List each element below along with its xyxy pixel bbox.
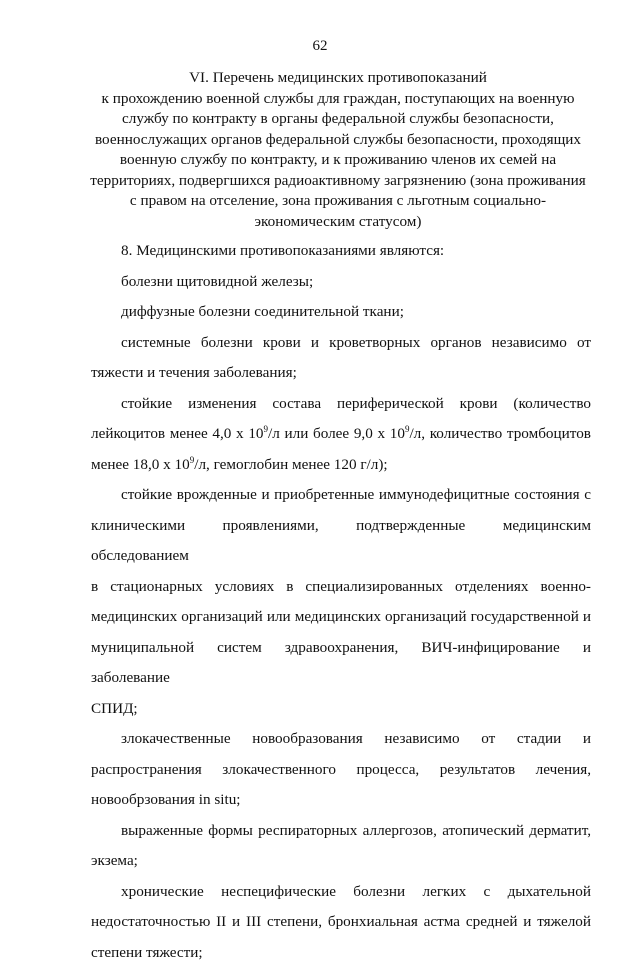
document-body [91, 236, 591, 968]
paragraph-lung: хронические неспецифические болезни легких с дыхательной недостаточностью II и III степени, бронхиальная астма средней и тяжелой степени тяжести; [91, 877, 591, 968]
paragraph-blood: системные болезни крови и кроветворных органов независимо от тяжести и течения заболевания; [91, 328, 591, 389]
heading-line: экономическим статусом) [88, 212, 588, 233]
heading-line: службу по контракту в органы федеральной службы безопасности, [88, 109, 588, 130]
paragraph-item-8: 8. Медицинскими противопоказаниями являются: [91, 236, 591, 267]
paragraph-immunodeficiency: стойкие врожденные и приобретенные иммунодефицитные состояния с клиническими проявлениями, подтвержденные медицинским обследованием в стационарных условиях в специализированных отделениях военно- медицинских организаций или медицинских организаций государственной и муниципальной систем здравоохранения, ВИЧ-инфицирование и заболевание СПИД; [91, 480, 591, 724]
heading-line: военную службу по контракту, и к проживанию членов их семей на [88, 150, 588, 171]
paragraph-peripheral-blood: стойкие изменения состава периферической крови (количество лейкоцитов менее 4,0 х $10^9/л$ или более 9,0 х $10^9/л$, количество тромбоцитов менее 18,0 х $10^9/л$, гемоглобин менее 120 г/л); [91, 389, 591, 481]
paragraph-allergy: выраженные формы респираторных аллергозов, атопический дерматит, экзема; [91, 816, 591, 877]
heading-line: к прохождению военной службы для граждан, поступающих на военную [88, 89, 588, 110]
paragraph-thyroid: болезни щитовидной железы; [91, 267, 591, 298]
page-number: 62 [0, 38, 640, 55]
section-heading [88, 68, 588, 232]
heading-line: территориях, подвергшихся радиоактивному загрязнению (зона проживания [88, 171, 588, 192]
paragraph-oncology: злокачественные новообразования независимо от стадии и распространения злокачественного процесса, результатов лечения, новообрзования in situ; [91, 724, 591, 816]
heading-line: VI. Перечень медицинских противопоказаний [88, 68, 588, 89]
heading-line: военнослужащих органов федеральной службы безопасности, проходящих [88, 130, 588, 151]
heading-line: с правом на отселение, зона проживания с льготным социально- [88, 191, 588, 212]
peripheral-line-3: менее 18,0 х $10^9/л$, гемоглобин менее 120 г/л); [91, 450, 591, 481]
paragraph-connective: диффузные болезни соединительной ткани; [91, 297, 591, 328]
peripheral-line-2: лейкоцитов менее 4,0 х $10^9/л$ или более 9,0 х $10^9/л$, количество тромбоцитов [91, 419, 591, 450]
